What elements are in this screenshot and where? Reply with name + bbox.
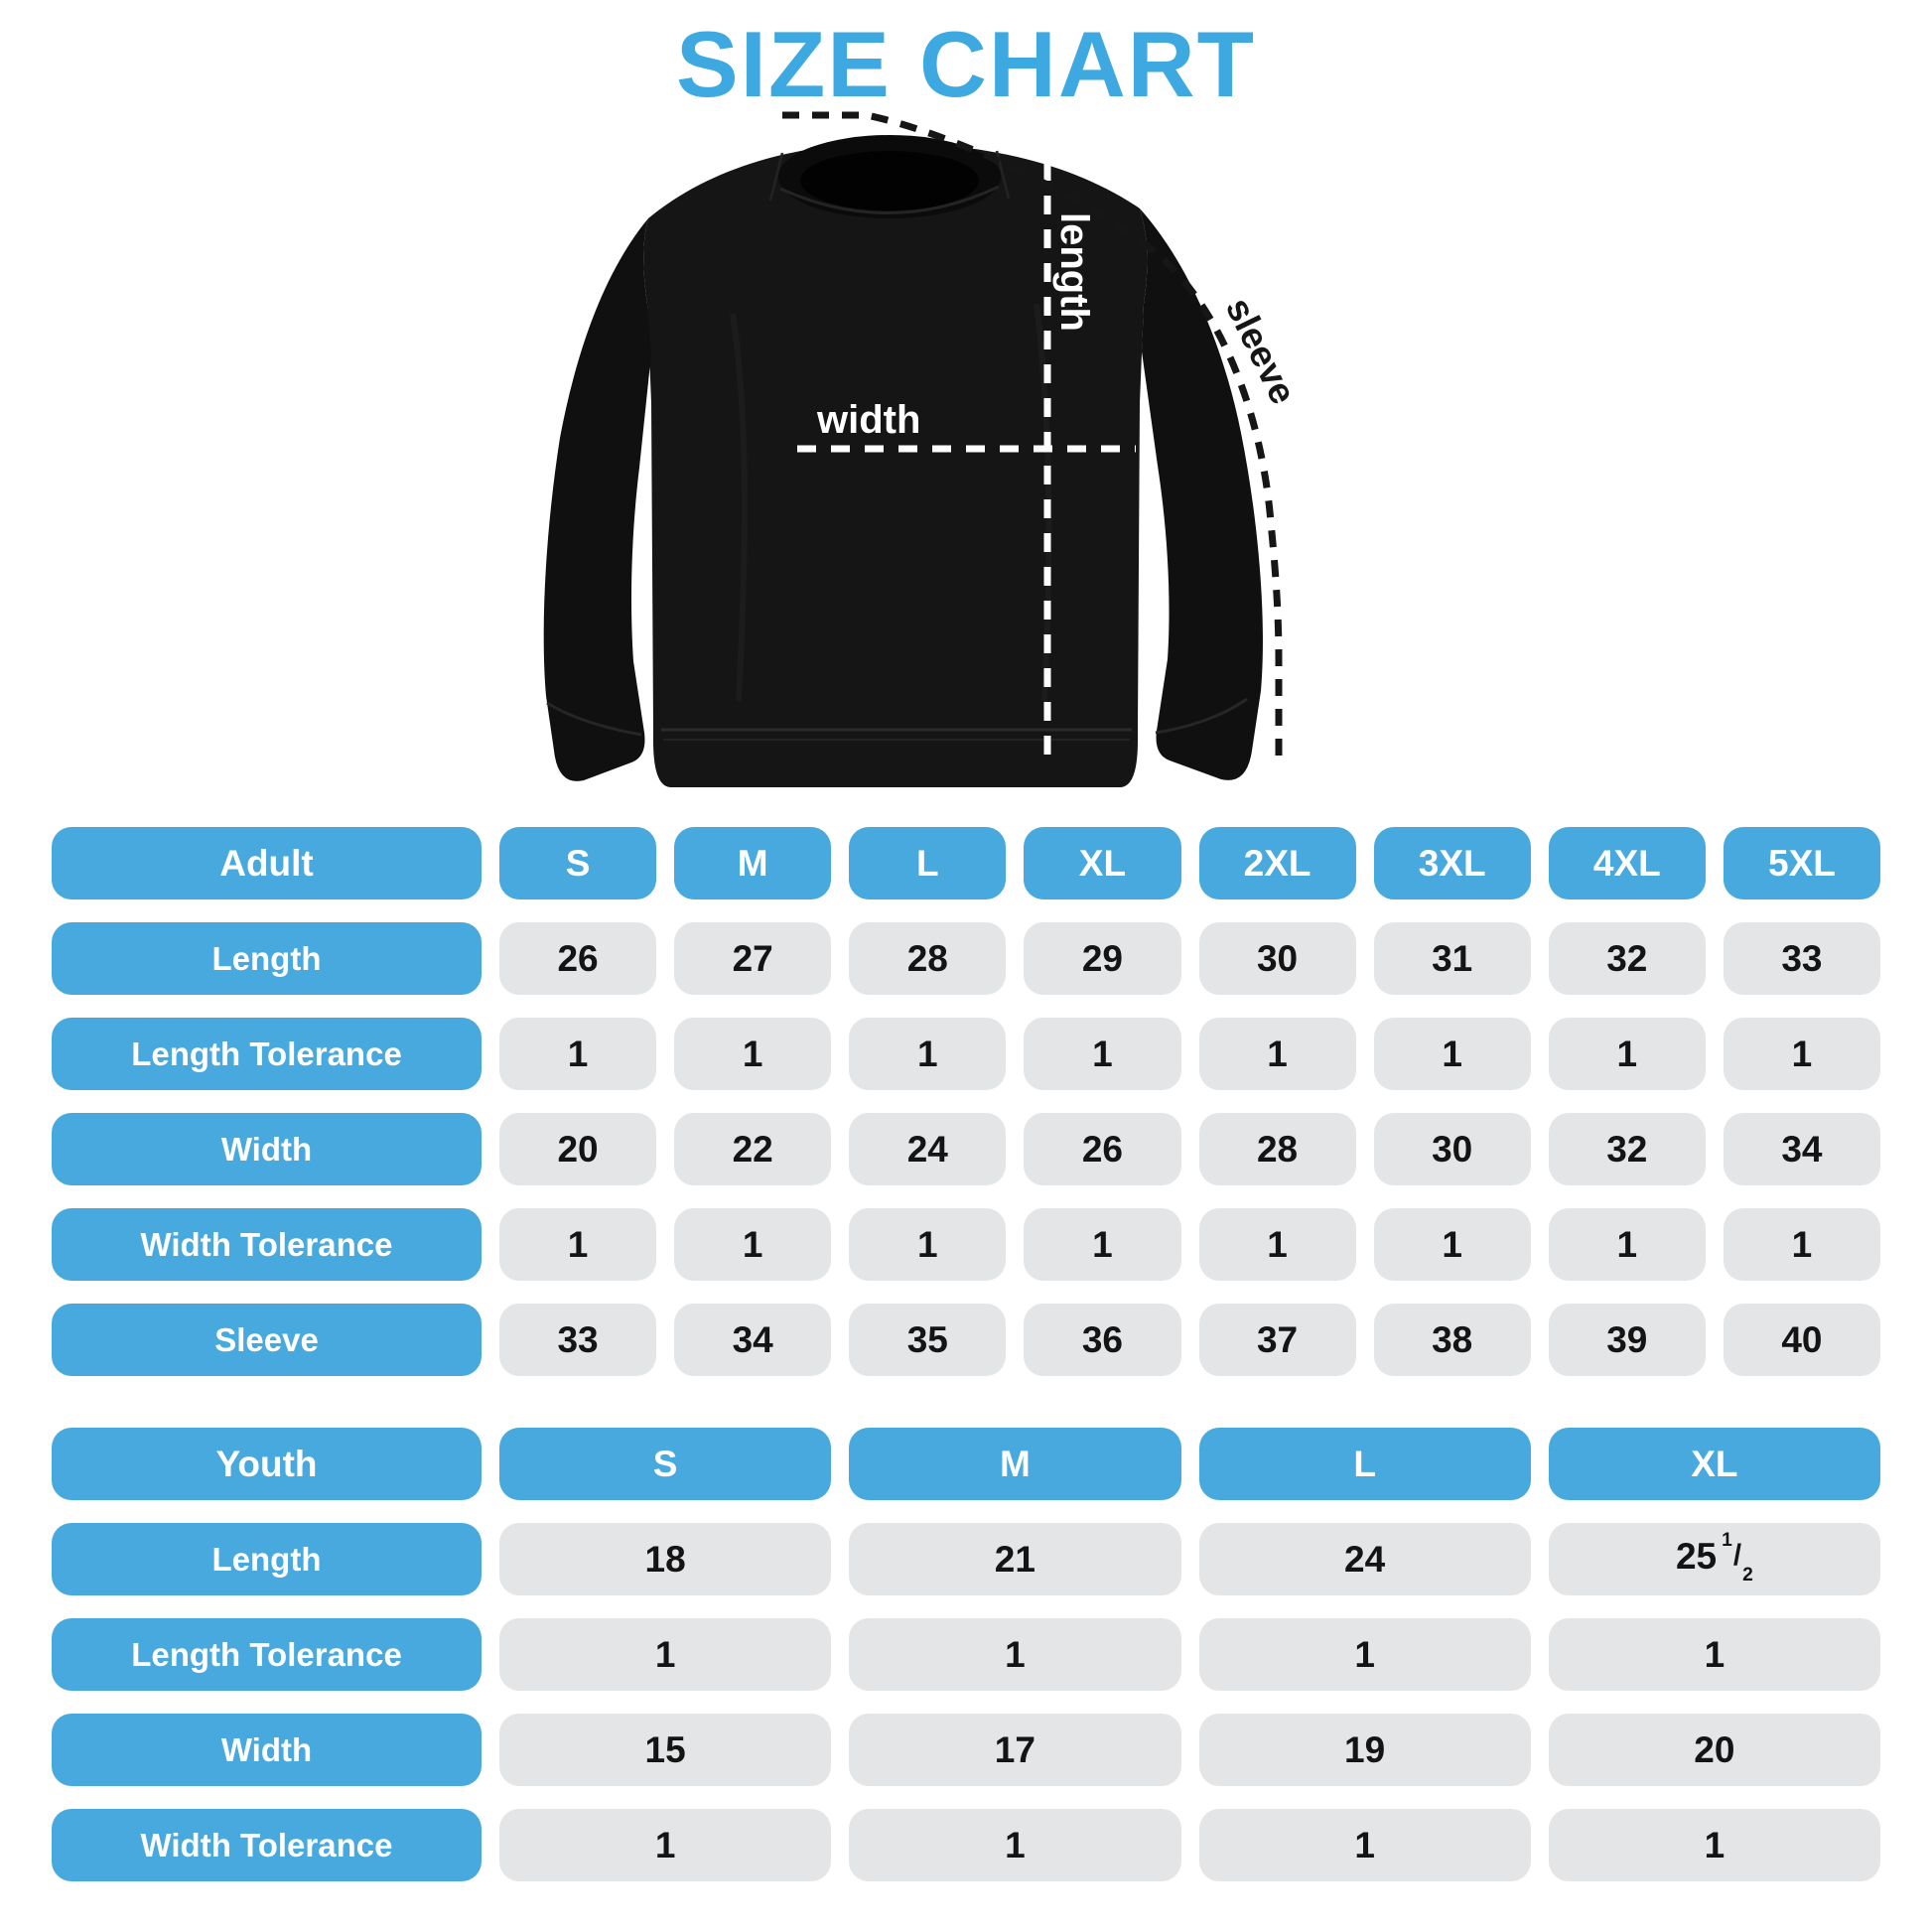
length-label: length [1052, 212, 1096, 332]
adult-value-cell: 1 [1199, 1208, 1356, 1281]
adult-size-header-3xl: 3XL [1374, 827, 1531, 899]
youth-value-cell: 21 [849, 1523, 1180, 1595]
adult-value-cell: 1 [674, 1018, 831, 1090]
adult-size-header-2xl: 2XL [1199, 827, 1356, 899]
adult-value-cell: 34 [674, 1304, 831, 1376]
adult-row-length-tolerance [52, 1018, 1880, 1090]
youth-row-length [52, 1523, 1880, 1595]
adult-value-cell: 27 [674, 922, 831, 995]
adult-row-width [52, 1113, 1880, 1185]
youth-value-cell: 15 [499, 1714, 831, 1786]
adult-value-cell: 32 [1549, 1113, 1706, 1185]
youth-size-header-s: S [499, 1428, 831, 1500]
adult-size-header-s: S [499, 827, 656, 899]
adult-value-cell: 33 [1724, 922, 1880, 995]
width-label: width [817, 398, 921, 442]
adult-value-cell: 28 [1199, 1113, 1356, 1185]
adult-value-cell: 1 [1024, 1208, 1180, 1281]
youth-size-table [52, 1428, 1880, 1904]
youth-value-cell: 1 [499, 1809, 831, 1881]
adult-value-cell: 1 [849, 1208, 1006, 1281]
adult-value-cell: 1 [674, 1208, 831, 1281]
adult-value-cell: 38 [1374, 1304, 1531, 1376]
adult-value-cell: 1 [1374, 1018, 1531, 1090]
adult-value-cell: 33 [499, 1304, 656, 1376]
youth-value-cell: 18 [499, 1523, 831, 1595]
adult-value-cell: 26 [1024, 1113, 1180, 1185]
adult-row-label: Sleeve [52, 1304, 482, 1376]
adult-value-cell: 1 [1724, 1208, 1880, 1281]
adult-value-cell: 1 [499, 1208, 656, 1281]
adult-value-cell: 28 [849, 922, 1006, 995]
youth-value-cell: 17 [849, 1714, 1180, 1786]
adult-row-length [52, 922, 1880, 995]
adult-size-table [52, 827, 1880, 1399]
adult-value-cell: 39 [1549, 1304, 1706, 1376]
adult-size-header-4xl: 4XL [1549, 827, 1706, 899]
youth-row-label: Length [52, 1523, 482, 1595]
adult-value-cell: 1 [1024, 1018, 1180, 1090]
adult-row-label: Length Tolerance [52, 1018, 482, 1090]
adult-row-width-tolerance [52, 1208, 1880, 1281]
adult-table-title: Adult [52, 827, 482, 899]
youth-value-cell: 24 [1199, 1523, 1531, 1595]
adult-row-label: Length [52, 922, 482, 995]
youth-size-header-l: L [1199, 1428, 1531, 1500]
adult-value-cell: 22 [674, 1113, 831, 1185]
sweatshirt-left-sleeve [544, 218, 651, 781]
adult-value-cell: 1 [499, 1018, 656, 1090]
adult-value-cell: 1 [1549, 1208, 1706, 1281]
adult-value-cell: 26 [499, 922, 656, 995]
adult-value-cell: 32 [1549, 922, 1706, 995]
page-title: SIZE CHART [676, 12, 1256, 116]
adult-value-cell: 40 [1724, 1304, 1880, 1376]
youth-row-label: Width Tolerance [52, 1809, 482, 1881]
adult-row-sleeve [52, 1304, 1880, 1376]
adult-value-cell: 1 [1374, 1208, 1531, 1281]
adult-header-row [52, 827, 1880, 899]
adult-value-cell: 34 [1724, 1113, 1880, 1185]
youth-value-cell: 1 [1199, 1618, 1531, 1691]
adult-value-cell: 1 [1549, 1018, 1706, 1090]
youth-value-cell: 1 [1199, 1809, 1531, 1881]
youth-value-cell: 25 $^1/_2$ [1549, 1523, 1880, 1595]
adult-value-cell: 35 [849, 1304, 1006, 1376]
youth-size-header-xl: XL [1549, 1428, 1880, 1500]
adult-value-cell: 37 [1199, 1304, 1356, 1376]
adult-value-cell: 29 [1024, 922, 1180, 995]
adult-value-cell: 31 [1374, 922, 1531, 995]
youth-row-width [52, 1714, 1880, 1786]
youth-value-cell: 20 [1549, 1714, 1880, 1786]
adult-value-cell: 24 [849, 1113, 1006, 1185]
sweatshirt-figure [484, 105, 1309, 812]
youth-value-cell: 1 [849, 1809, 1180, 1881]
adult-size-header-l: L [849, 827, 1006, 899]
adult-value-cell: 36 [1024, 1304, 1180, 1376]
adult-size-header-xl: XL [1024, 827, 1180, 899]
adult-value-cell: 1 [1199, 1018, 1356, 1090]
adult-value-cell: 1 [1724, 1018, 1880, 1090]
youth-row-width-tolerance [52, 1809, 1880, 1881]
sweatshirt-image [544, 135, 1263, 787]
adult-size-header-5xl: 5XL [1724, 827, 1880, 899]
youth-value-cell: 1 [499, 1618, 831, 1691]
youth-value-cell: 19 [1199, 1714, 1531, 1786]
adult-value-cell: 30 [1199, 922, 1356, 995]
sweatshirt-diagram [484, 105, 1309, 812]
youth-table-title: Youth [52, 1428, 482, 1500]
adult-value-cell: 1 [849, 1018, 1006, 1090]
youth-value-cell: 1 [1549, 1618, 1880, 1691]
youth-header-row [52, 1428, 1880, 1500]
adult-size-header-m: M [674, 827, 831, 899]
youth-value-cell: 1 [849, 1618, 1180, 1691]
youth-row-label: Width [52, 1714, 482, 1786]
youth-value-cell: 1 [1549, 1809, 1880, 1881]
adult-row-label: Width Tolerance [52, 1208, 482, 1281]
sweatshirt-right-sleeve [1140, 208, 1263, 780]
youth-row-length-tolerance [52, 1618, 1880, 1691]
youth-row-label: Length Tolerance [52, 1618, 482, 1691]
sleeve-label: sleeve [1217, 291, 1305, 411]
adult-value-cell: 20 [499, 1113, 656, 1185]
adult-row-label: Width [52, 1113, 482, 1185]
adult-value-cell: 30 [1374, 1113, 1531, 1185]
youth-size-header-m: M [849, 1428, 1180, 1500]
